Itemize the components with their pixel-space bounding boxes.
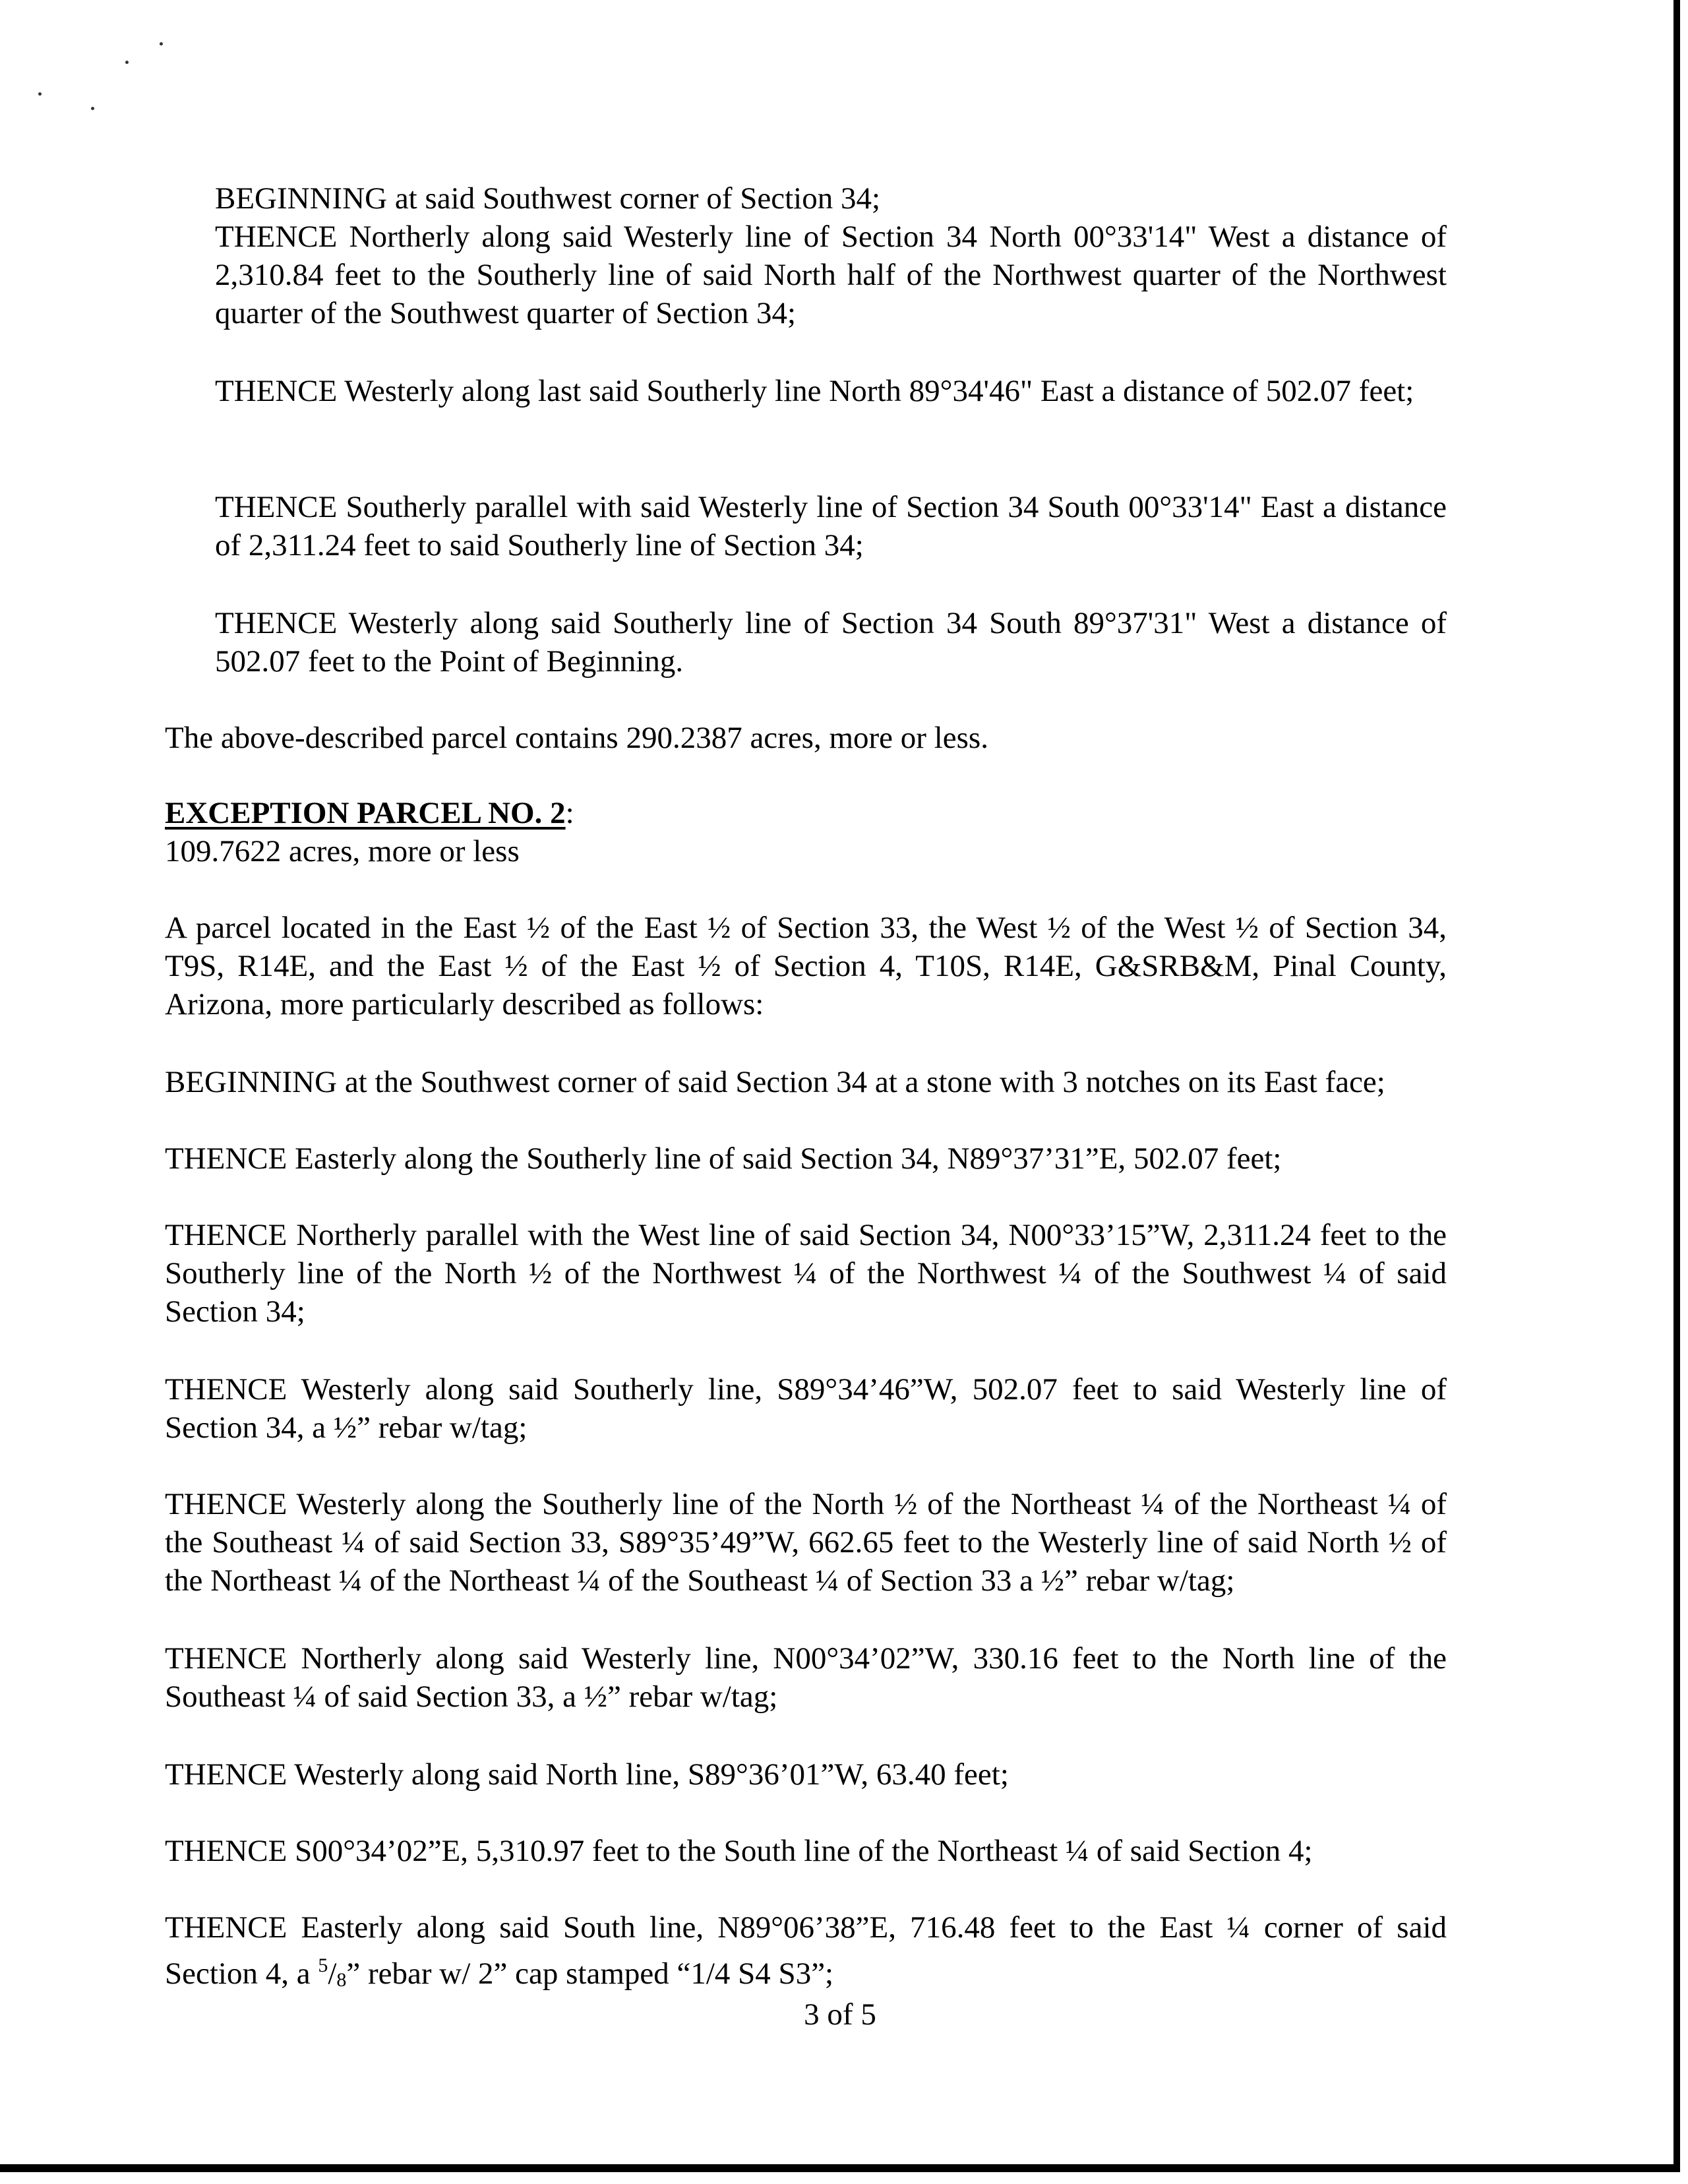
thence-paragraph: THENCE S00°34’02”E, 5,310.97 feet to the South line of the Northeast ¼ of said Section 4; <box>165 1834 1313 1868</box>
thence-paragraph <box>165 1908 1447 1999</box>
exception-parcel-heading <box>165 794 574 832</box>
exception-acres: 109.7622 acres, more or less <box>165 834 520 868</box>
thence-paragraph: THENCE Westerly along the Southerly line of the North ½ of the Northeast ¼ of the Northeast ¼ of the Southeast ¼ of said Section 33, S89°35’49”W, 662.65 feet to the Westerly line of said North ½ of the Northeast ¼ of the Northeast ¼ of the Southeast ¼ of Section 33 a ½” rebar w/tag; <box>165 1487 1447 1598</box>
thence-paragraph: THENCE Southerly parallel with said Westerly line of Section 34 South 00°33'14" East a distance of 2,311.24 feet to said Southerly line of Section 34; <box>215 490 1447 562</box>
scan-edge-right <box>1673 0 1680 2169</box>
thence-paragraph: THENCE Westerly along said Southerly line of Section 34 South 89°37'31" West a distance of 502.07 feet to the Point of Beginning. <box>215 606 1447 679</box>
intro-paragraph: A parcel located in the East ½ of the East ½ of Section 33, the West ½ of the West ½ of Section 34, T9S, R14E, and the East ½ of the East ½ of Section 4, T10S, R14E, G&SRB&M, Pinal County, Arizona, more particularly described as follows: <box>165 911 1447 1021</box>
thence-paragraph: THENCE Westerly along said Southerly line, S89°34’46”W, 502.07 feet to said Westerly line of Section 34, a ½” rebar w/tag; <box>165 1372 1447 1445</box>
scan-speck <box>160 42 163 46</box>
scan-speck <box>91 107 94 110</box>
parcel-summary: The above-described parcel contains 290.2387 acres, more or less. <box>165 721 988 755</box>
fraction: $^5/_8$ <box>318 1955 347 1991</box>
thence-paragraph: THENCE Northerly along said Westerly line of Section 34 North 00°33'14" West a distance of 2,310.84 feet to the Southerly line of said North half of the Northwest quarter of the Northwest quarter of the Southwest quarter of Section 34; <box>215 220 1447 330</box>
page-number: 3 of 5 <box>804 1997 876 2032</box>
thence-paragraph: THENCE Northerly along said Westerly line, N00°34’02”W, 330.16 feet to the North line of the Southeast ¼ of said Section 33, a ½” rebar w/tag; <box>165 1641 1447 1714</box>
scan-edge-bottom <box>0 2164 1680 2172</box>
thence-text: THENCE Easterly along said South line, N89°06’38”E, 716.48 feet to the East ¼ corner of said Section 4, a <box>165 1910 1447 1991</box>
fraction-numerator: 5 <box>318 1955 328 1976</box>
thence-paragraph: THENCE Westerly along said North line, S89°36’01”W, 63.40 feet; <box>165 1757 1009 1792</box>
heading-colon: : <box>565 796 574 830</box>
beginning-paragraph: BEGINNING at said Southwest corner of Section 34; <box>215 181 881 216</box>
heading-text: EXCEPTION PARCEL NO. 2 <box>165 796 566 830</box>
scan-speck <box>125 61 129 64</box>
thence-text-end: ” rebar w/ 2” cap stamped “1/4 S4 S3”; <box>346 1957 834 1991</box>
scan-speck <box>38 92 42 96</box>
thence-paragraph: THENCE Westerly along last said Southerly line North 89°34'46" East a distance of 502.07 feet; <box>215 374 1414 408</box>
thence-paragraph: THENCE Northerly parallel with the West line of said Section 34, N00°33’15”W, 2,311.24 feet to the Southerly line of the North ½ of the Northwest ¼ of the Northwest ¼ of the Southwest ¼ of said Section 34; <box>165 1218 1447 1329</box>
thence-paragraph: THENCE Easterly along the Southerly line of said Section 34, N89°37’31”E, 502.07 feet; <box>165 1141 1282 1176</box>
beginning-paragraph: BEGINNING at the Southwest corner of said Section 34 at a stone with 3 notches on its East face; <box>165 1065 1385 1099</box>
fraction-denominator: 8 <box>336 1969 347 1991</box>
